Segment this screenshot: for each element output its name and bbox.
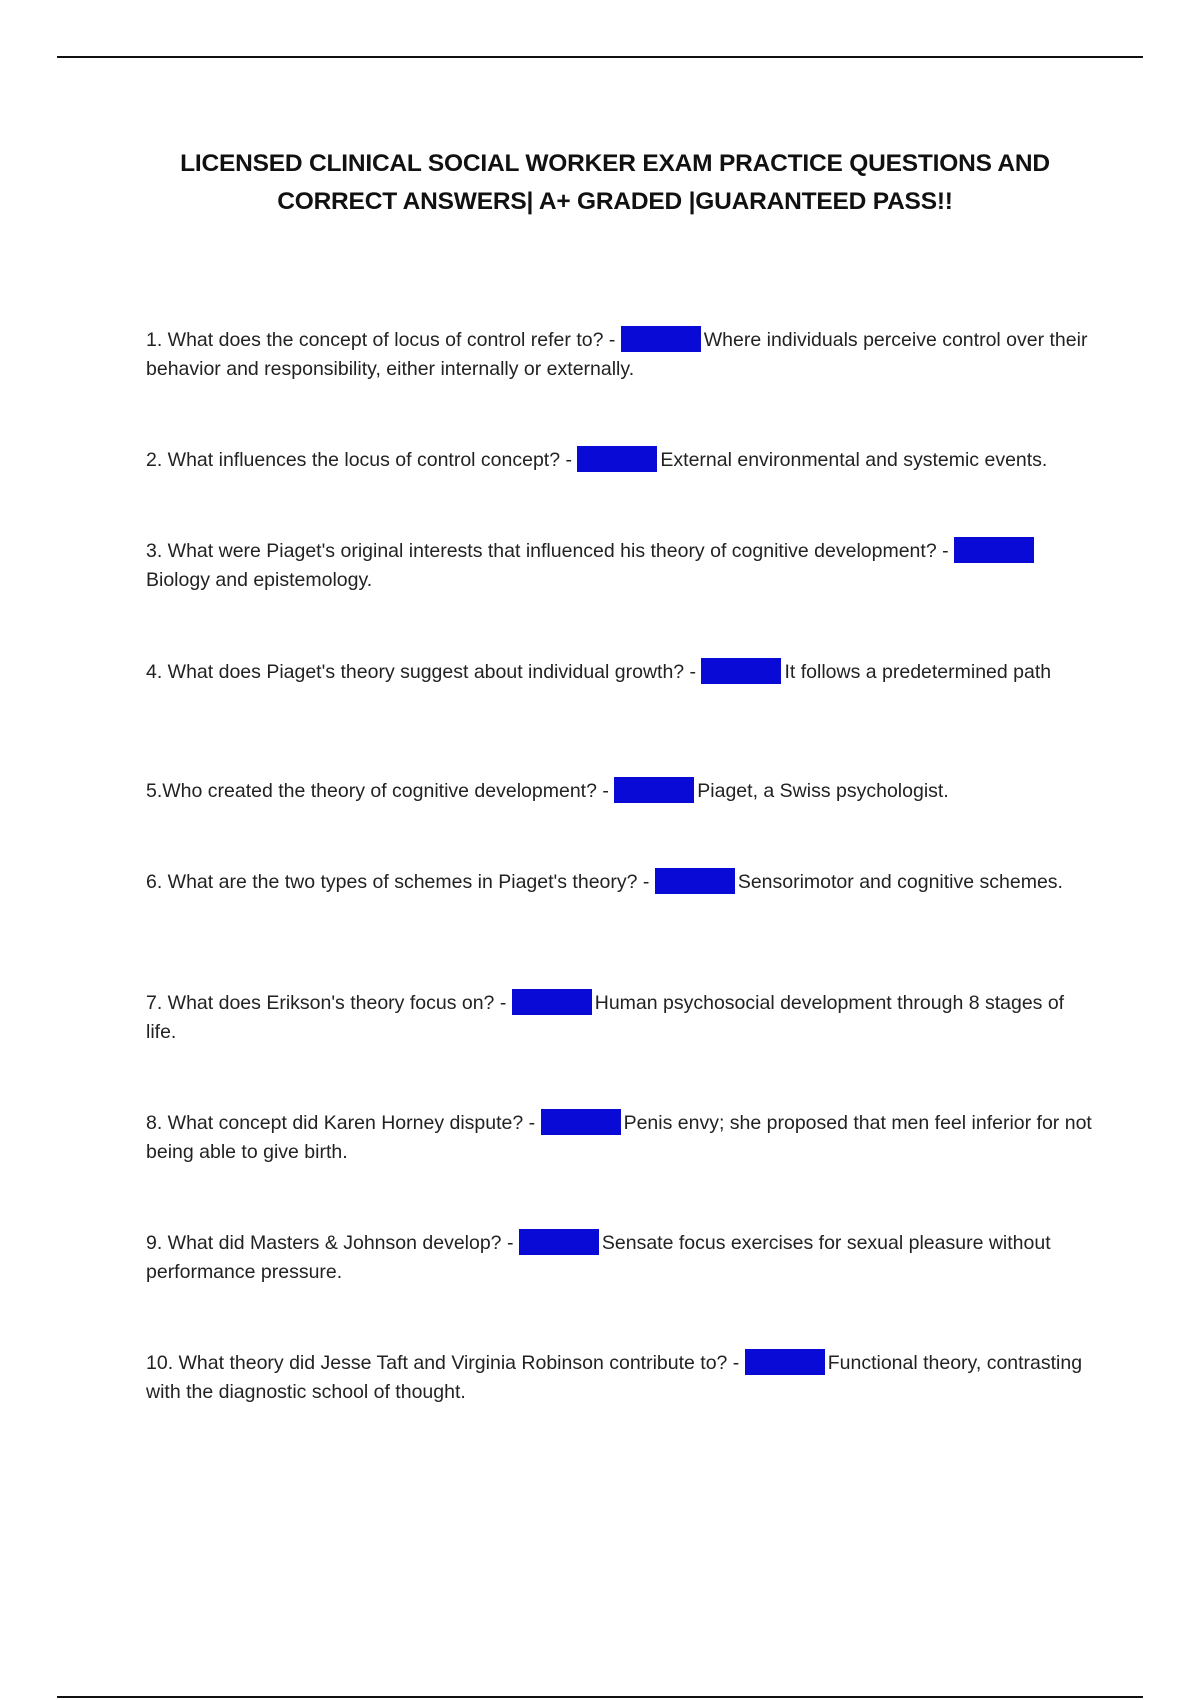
answer-highlight: ANSWER [701, 658, 781, 684]
question-text: 3. What were Piaget's original interests that influenced his theory of cognitive development? - [146, 540, 954, 562]
qa-item-1 [146, 326, 1096, 384]
answer-text: Biology and epistemology. [146, 569, 373, 591]
question-text: 10. What theory did Jesse Taft and Virginia Robinson contribute to? - [146, 1352, 745, 1374]
qa-item-4 [146, 658, 1096, 687]
qa-item-9 [146, 1229, 1096, 1287]
question-text: 1. What does the concept of locus of control refer to? - [146, 329, 621, 351]
qa-item-2 [146, 446, 1096, 475]
document-title: LICENSED CLINICAL SOCIAL WORKER EXAM PRACTICE QUESTIONS AND CORRECT ANSWERS| A+ GRADED |GUARANTEED PASS!! [180, 150, 1050, 215]
answer-highlight: ANSWER [614, 777, 694, 803]
top-rule [57, 56, 1143, 58]
question-text: 8. What concept did Karen Horney dispute? - [146, 1112, 541, 1134]
qa-item-3 [146, 537, 1096, 595]
answer-text: Where individuals perceive control over their behavior and responsibility, either internally or externally. [146, 329, 1088, 380]
qa-item-6 [146, 868, 1096, 897]
question-text: 7. What does Erikson's theory focus on? - [146, 992, 512, 1014]
qa-item-8 [146, 1109, 1096, 1167]
answer-text: External environmental and systemic events. [660, 449, 1048, 471]
question-text: 4. What does Piaget's theory suggest about individual growth? - [146, 661, 702, 683]
answer-text: Sensorimotor and cognitive schemes. [737, 871, 1063, 893]
answer-text: Sensate focus exercises for sexual pleasure without performance pressure. [146, 1232, 1051, 1283]
qa-item-5 [146, 777, 1096, 806]
answer-highlight: ANSWER [621, 326, 701, 352]
qa-item-7 [146, 989, 1096, 1047]
question-text: 6. What are the two types of schemes in Piaget's theory? - [146, 871, 655, 893]
answer-highlight: ANSWER [745, 1349, 825, 1375]
answer-text: Human psychosocial development through 8 stages of life. [146, 992, 1065, 1043]
bottom-rule [57, 1696, 1143, 1698]
qa-item-10 [146, 1349, 1096, 1407]
answer-highlight: ANSWER [512, 989, 592, 1015]
answer-text: Piaget, a Swiss psychologist. [697, 780, 949, 802]
answer-highlight: ANSWER [541, 1109, 621, 1135]
answer-highlight: ANSWER [954, 537, 1034, 563]
question-text: 9. What did Masters & Johnson develop? - [146, 1232, 519, 1254]
answer-text: It follows a predetermined path [784, 661, 1052, 683]
question-text: 5.Who created the theory of cognitive development? - [146, 780, 615, 802]
answer-highlight: ANSWER [577, 446, 657, 472]
answer-highlight: ANSWER [519, 1229, 599, 1255]
answer-text: Functional theory, contrasting with the diagnostic school of thought. [146, 1352, 1083, 1403]
question-text: 2. What influences the locus of control concept? - [146, 449, 578, 471]
answer-highlight: ANSWER [655, 868, 735, 894]
answer-text: Penis envy; she proposed that men feel inferior for not being able to give birth. [146, 1112, 1092, 1163]
